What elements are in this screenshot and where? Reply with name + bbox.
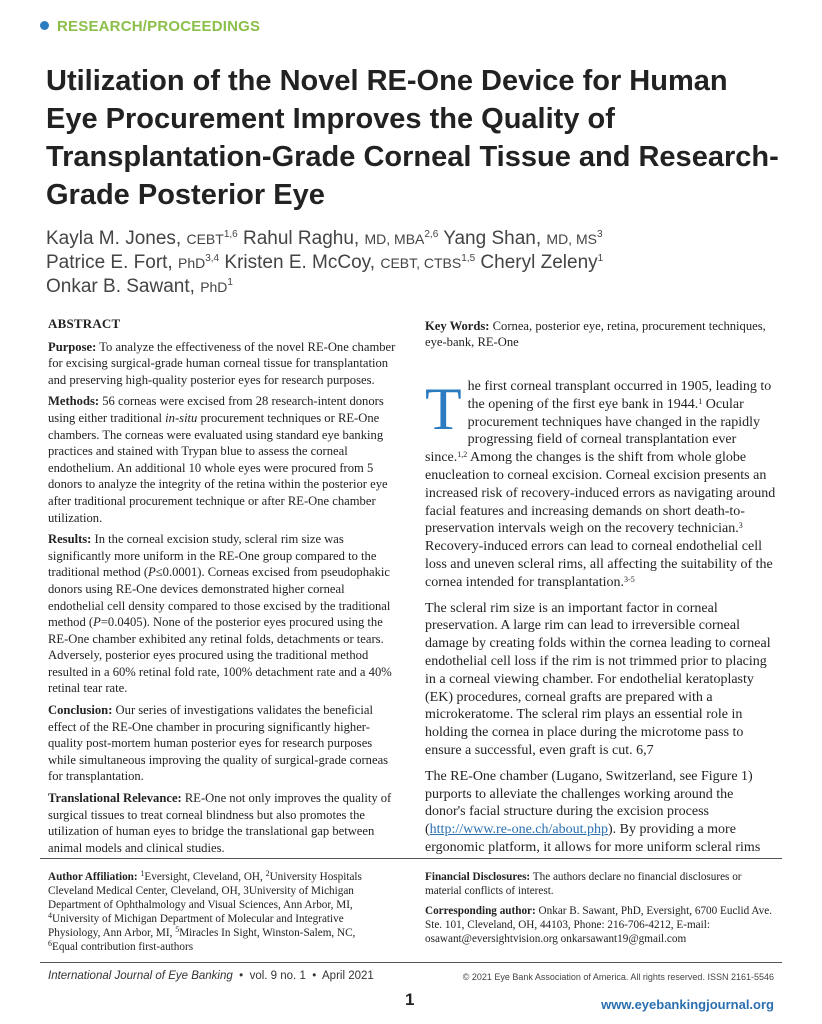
journal-date: April 2021 <box>322 970 374 982</box>
body-text: he first corneal transplant occurred in 1905, leading to the opening of the first eye bank in 1944. <box>467 379 772 412</box>
keywords-block <box>425 318 777 350</box>
abstract-results <box>48 531 398 697</box>
affiliation-text: Eversight, Cleveland, OH, <box>144 871 266 883</box>
author-credentials: CEBT <box>186 231 224 247</box>
purpose-text: To analyze the effectiveness of the novel RE-One chamber for excising surgical-grade human corneal tissue for transplantation and preserving high-quality posterior eyes for research purposes. <box>48 339 396 387</box>
journal-website-link[interactable]: www.eyebankingjournal.org <box>601 997 774 1012</box>
corresponding-label: Corresponding author: <box>425 905 536 917</box>
corresponding-text: Onkar B. Sawant, PhD, Eversight, 6700 Euclid Ave. Ste. 101, Cleveland, OH, 44103, Phone: 216-706-4212, E-mail: osawant@eversightvision.org onkarsawant19@gmail.com <box>425 905 773 945</box>
results-p-value-symbol: P <box>93 615 101 630</box>
journal-citation: International Journal of Eye Banking • vol. 9 no. 1 • April 2021 <box>48 970 374 982</box>
financial-text: The authors declare no financial disclosures or material conflicts of interest. <box>425 871 742 897</box>
author-affiliation-mark: 1 <box>227 277 233 288</box>
body-text: Recovery-induced errors can lead to corneal endothelial cell loss and uneven scleral rims, all affecting the suitability of the cornea intended for transplantation. <box>425 539 773 590</box>
corresponding-author <box>425 904 777 946</box>
affiliation-mark: 4 <box>48 911 52 920</box>
author-credentials: PhD <box>200 279 228 295</box>
methods-label: Methods: <box>48 394 100 409</box>
section-tag-label: RESEARCH/PROCEEDINGS <box>57 18 261 35</box>
author-name: Rahul Raghu <box>243 228 354 249</box>
copyright-notice: © 2021 Eye Bank Association of America. All rights reserved. ISSN 2161-5546 <box>462 972 774 982</box>
page-number: 1 <box>405 990 415 1009</box>
author-credentials: MD, MBA <box>364 231 425 247</box>
abstract-methods <box>48 393 398 526</box>
author-name: Patrice E. Fort <box>46 252 168 273</box>
citation-mark: 1,2 <box>457 450 468 460</box>
body-paragraph-1 <box>425 378 777 592</box>
results-text-end: =0.0405). None of the posterior eyes procured using the RE-One chamber exhibited any retinal folds, detachments or tears. Adversely, posterior eyes procured using the traditional method resulted in a 60% retinal fold rate, 100% detachment rate and a 40% retinal tear rate. <box>48 615 392 696</box>
abstract <box>48 316 398 861</box>
methods-italic: in-situ <box>165 410 198 425</box>
author-name: Cheryl Zeleny <box>480 252 598 273</box>
journal-name: International Journal of Eye Banking <box>48 970 233 982</box>
author-affiliation-mark: 1,5 <box>461 253 476 264</box>
footnote-divider <box>40 858 782 859</box>
abstract-conclusion <box>48 702 398 785</box>
author-affiliation <box>48 870 388 960</box>
keywords-text: Cornea, posterior eye, retina, procurement techniques, eye-bank, RE-One <box>425 319 766 349</box>
citation-mark: 1 <box>698 396 703 406</box>
financial-disclosures <box>425 870 777 898</box>
author-credentials: CEBT, CTBS <box>380 255 462 271</box>
financial-label: Financial Disclosures: <box>425 871 531 883</box>
re-one-link[interactable]: http://www.re-one.ch/about.php <box>429 822 609 838</box>
keywords-label: Key Words: <box>425 319 490 333</box>
author-name: Yang Shan <box>443 228 536 249</box>
author-credentials: MD, MS <box>546 231 597 247</box>
author-name: Onkar B. Sawant <box>46 276 190 297</box>
abstract-heading: ABSTRACT <box>48 316 121 331</box>
author-affiliation-mark: 3 <box>596 229 603 240</box>
results-p-value-symbol: P <box>148 565 156 580</box>
purpose-label: Purpose: <box>48 339 97 354</box>
results-text: In the corneal excision study, scleral rim size was significantly more uniform in the RE-One group compared to the traditional method ( <box>48 532 377 580</box>
affiliation-mark: 1 <box>140 869 145 878</box>
author-list: Kayla M. Jones, CEBT$^{1,6}$ Rahul Raghu, MD, MBA$^{2,6}$ Yang Shan, MD, $MS^3$ Patrice E. Fort, PhD$^{3,4}$ Kristen E. McCoy, CEBT, CTBS$^{1,5}$ Cheryl Zeleny$^1$ Onkar B. Sawant, PhD$^1$ <box>46 228 604 297</box>
drop-cap: T <box>425 376 462 442</box>
body-text: The RE-One chamber (Lugano, Switzerland, see Figure 1) purports to alleviate the challenges working around the donor's facial structure during the excision process ( <box>425 768 753 838</box>
abstract-purpose <box>48 339 398 389</box>
body-text: ). By providing a more ergonomic platform, it allows for more uniform scleral rims <box>425 822 761 855</box>
body-paragraph-2: The scleral rim size is an important factor in corneal preservation. A large rim can lead to irreversible corneal damage by creating folds within the cornea leading to corneal endothelial cell loss if the rim is not trimmed prior to placing in a corneal viewing chamber. For endothelial keratoplasty (EK) procedures, corneal grafts are prepared with a microkeratome. The scleral rim plays an essential role in holding the cornea in place during the microtome pass to ensure a successful, even graft is cut. 6,7 <box>425 600 771 758</box>
disclosures <box>425 870 777 952</box>
bullet-dot-icon <box>40 21 49 30</box>
affiliation-text: Equal contribution first-authors <box>52 941 194 953</box>
author-name: Kristen E. McCoy <box>224 252 370 273</box>
affiliation-text: Miracles In Sight, Winston-Salem, NC, <box>179 927 356 939</box>
body-text: Among the changes is the shift from whole globe enucleation to corneal excision. Corneal excision presents an increased risk of recovery-induced errors as navigating around facial features and increasing demands on short death-to-preservation intervals weigh on the recovery technician. <box>425 450 776 537</box>
methods-text-cont: procurement techniques or RE-One chambers. The corneas were evaluated using standard eye banking practices and stained with Trypan blue to assess the corneal endothelium. An additional 10 whole eyes were procured from 5 donors to analyze the integrity of the retina within the posterior eye after traditional procurement technique or after RE-One chamber utilization. <box>48 410 388 525</box>
affiliation-mark: 6 <box>48 939 52 948</box>
abstract-relevance <box>48 790 398 856</box>
author-credentials: PhD <box>177 255 206 271</box>
affiliation-text: University of Michigan Department of Molecular and Integrative Physiology, Ann Arbor, MI, <box>48 913 344 939</box>
author-affiliation-mark: 2,6 <box>424 229 439 240</box>
affiliation-mark: 5 <box>175 925 180 934</box>
author-name: Kayla M. Jones <box>46 228 176 249</box>
methods-text: 56 corneas were excised from 28 research-intent donors using either traditional <box>48 394 384 425</box>
relevance-text: RE-One not only improves the quality of surgical tissues to treat corneal blindness but also promotes the utilization of human eyes to bridge the translational gap between animal models and clinical studies. <box>48 791 392 855</box>
article-body <box>425 378 777 865</box>
author-affiliation-mark: 1 <box>597 253 604 264</box>
section-tag <box>40 18 260 35</box>
body-text: Ocular procurement techniques have changed in the rapidly progressing field of corneal transplantation ever since. <box>425 396 760 466</box>
affiliation-mark: 2 <box>265 869 270 878</box>
relevance-label: Translational Relevance: <box>48 791 182 806</box>
conclusion-label: Conclusion: <box>48 703 113 718</box>
citation-mark: 3 <box>738 521 743 531</box>
author-affiliation-mark: 1,6 <box>223 229 238 240</box>
citation-mark: 3-5 <box>624 574 635 584</box>
article-title: Utilization of the Novel RE-One Device for Human Eye Procurement Improves the Quality of Transplantation-Grade Corneal Tissue and Research-Grade Posterior Eye <box>46 65 779 211</box>
affiliation-label: Author Affiliation: <box>48 871 138 883</box>
footer-divider <box>40 962 782 963</box>
body-paragraph-3 <box>425 768 777 857</box>
journal-issue: vol. 9 no. 1 <box>249 970 306 982</box>
results-label: Results: <box>48 532 92 547</box>
keywords <box>425 318 777 350</box>
results-text-cont: ≤0.0001). Corneas excised from pseudophakic donors using RE-One devices demonstrated higher corneal endothelial cell density compared to those excised by the traditional method ( <box>48 565 391 630</box>
affiliation-text: University Hospitals Cleveland Medical Center, Cleveland, OH, 3University of Michigan Department of Ophthalmology and Visual Sciences, Ann Arbor, MI, <box>48 871 362 911</box>
conclusion-text: Our series of investigations validates the beneficial effect of the RE-One chamber in procuring significantly higher-quality post-mortem human posterior eyes for research purposes while simultaneous improving the quality of surgical-grade corneas for transplantation. <box>48 703 389 784</box>
author-affiliation-mark: 3,4 <box>205 253 220 264</box>
